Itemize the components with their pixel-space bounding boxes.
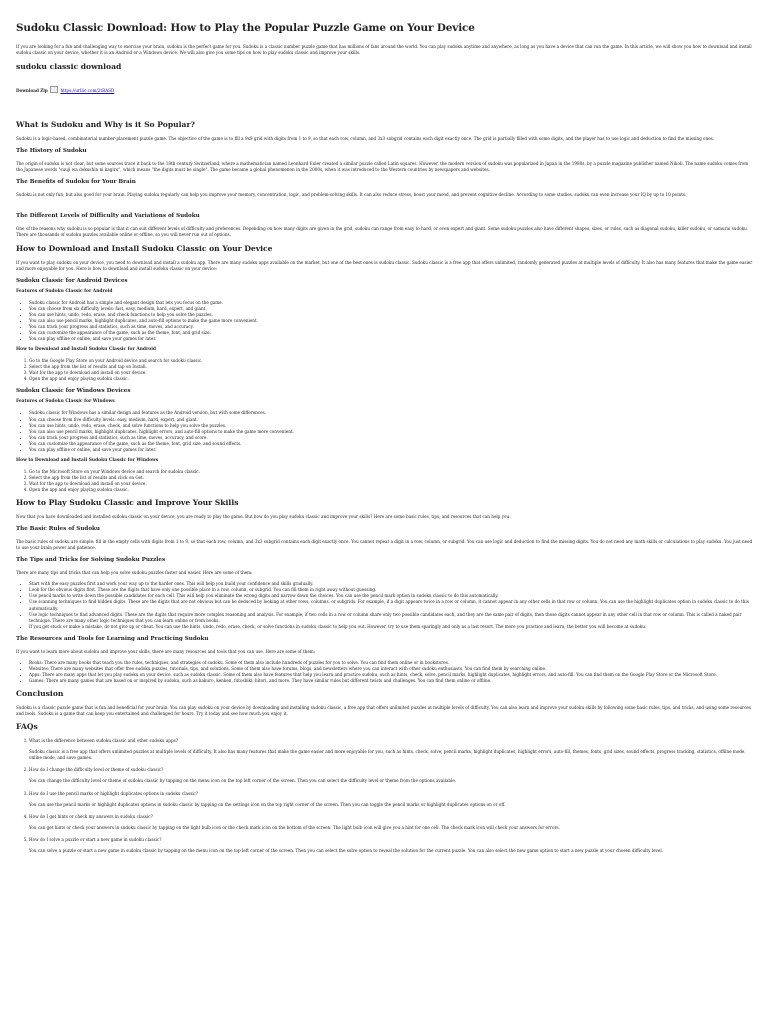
list-item: • Use scanning techniques to find hidden digits. These are the digits that are not obvious but can be deduced by looking at other rows, columns, or subgrids. For example, if a digit appears twice in a row or column, it cannot appear in any other cells in that row or column. You can use the highlight duplicates option in sudoku classic to do this automatically. — [29, 599, 754, 611]
intro-paragraph: If you are looking for a fun and challenging way to exercise your brain, sudoku is the perfect game for you. Sudoku is a classic number puzzle game that has millions of fans around the world. You can play sudoku anytime and anywhere, as long as you have a device that can run the game. In this article, we will show you how to download and install sudoku classic on your device, whether it is an Android or a Windows device. We will also give you some tips on how to play sudoku classic and improve your skills. — [16, 44, 752, 56]
paragraph-resources: If you want to learn more about sudoku and improve your skills, there are many resources and tools that you can use. Here are some of them: — [16, 648, 316, 654]
download-label: Download Zip — [16, 88, 48, 94]
heading-tips: The Tips and Tricks for Solving Sudoku Puzzles — [16, 557, 166, 564]
list-item: 4. Open the app and enjoy playing sudoku classic. — [29, 376, 754, 382]
faq-question: How do I solve a puzzle or start a new game in sudoku classic? — [29, 836, 162, 842]
faq-list — [16, 738, 754, 854]
windows-features-list — [16, 410, 754, 452]
faq-item — [29, 837, 754, 854]
list-item: • You can play offline or online, and save your games for later. — [29, 336, 754, 342]
download-row — [16, 86, 754, 95]
heading-conclusion: Conclusion — [16, 689, 64, 698]
list-item: • Sudoku classic for Android has a simple and elegant design that lets you focus on the game. — [29, 300, 754, 306]
list-item: • You can use hints, undo, redo, erase, and check functions to help you solve the puzzles. — [29, 312, 754, 318]
list-item: • You can also use pencil marks, highlight duplicates, and auto-fill options to make the game more convenient. — [29, 318, 754, 324]
list-item: • You can customize the appearance of the game, such as the theme, font, grid size, and sound effects. — [29, 441, 754, 447]
list-item: • Apps: There are many apps that let you play sudoku on your device, such as sudoku classic. Some of them also have features that help you learn and practice sudoku, such as hints, check, solve, pencil marks, highlight duplicates, highlight errors, and auto-fill. You can find them on the Google Play Store or the Microsoft Store. — [29, 672, 754, 678]
list-item: • Games: There are many games that are based on or inspired by sudoku, such as kakuro, kenken, futoshiki, hitori, and more. They have similar rules but different twists and challenges. You can find them online or offline. — [29, 678, 754, 684]
heading-how-to-play: How to Play Sudoku Classic and Improve Your Skills — [16, 497, 239, 507]
faq-item — [29, 767, 754, 784]
paragraph-what-is-sudoku: Sudoku is a logic-based, combinatorial number-placement puzzle game. The objective of the game is to fill a 9x9 grid with digits from 1 to 9, so that each row, column, and 3x3 subgrid contains each digit exactly once. The grid is partially filled with some digits, and the player has to use logic and deduction to find the missing ones. — [16, 136, 715, 142]
faq-question: How do I change the difficulty level or theme of sudoku classic? — [29, 767, 164, 773]
paragraph-conclusion: Sudoku is a classic puzzle game that is fun and beneficial for your brain. You can play sudoku on your device by downloading and installing sudoku classic, a free app that offers unlimited puzzles at multiple levels of difficulty. You can also learn and improve your sudoku skills by following some basic rules, tips, and tricks, and using some resources and tools. Sudoku is a game that can keep you entertained and challenged for hours. Try it today and see how much you enjoy it. — [16, 705, 752, 717]
list-item: • Use pencil marks to write down the possible candidates for each cell. This will help you eliminate the wrong digits and narrow down the choices. You can use the pencil mark option in sudoku classic to do this automatically. — [29, 593, 754, 599]
faq-item — [29, 791, 754, 808]
list-item: 2. Select the app from the list of results and tap on Install. — [29, 364, 754, 370]
faq-question: What is the difference between sudoku classic and other sudoku apps? — [29, 738, 178, 744]
faq-question: How do I use the pencil marks or highlight duplicates options in sudoku classic? — [29, 790, 199, 796]
paragraph-how-to-play: Now that you have downloaded and installed sudoku classic on your device, you are ready to play the game. But how do you play sudoku classic and improve your skills? Here are some basic rules, tips, and resources that can help you: — [16, 513, 511, 519]
image-placeholder-icon — [50, 86, 58, 93]
faq-answer: You can use the pencil marks or highlight duplicates options in sudoku classic by tapping on the settings icon on the top right corner of the screen. Then you can toggle the pencil marks or highlight duplicates options on or off. — [29, 801, 506, 807]
list-item: • You can choose from six difficulty levels: fast, easy, medium, hard, expert, and giant. — [29, 306, 754, 312]
heading-what-is-sudoku: What is Sudoku and Why is it So Popular? — [16, 120, 195, 130]
list-item: • Look for the obvious digits first. These are the digits that have only one possible place in a row, column, or subgrid. You can fill them in right away without guessing. — [29, 587, 754, 593]
list-item: • You can customize the appearance of the game, such as the theme, font, and grid size. — [29, 330, 754, 336]
faq-item — [29, 738, 754, 761]
resources-list — [16, 660, 754, 684]
heading-windows: Sudoku Classic for Windows Devices — [16, 388, 131, 395]
heading-rules: The Basic Rules of Sudoku — [16, 526, 100, 533]
heading-android-install: How to Download and Install Sudoku Classic for Android — [16, 347, 156, 353]
heading-android: Sudoku Classic for Android Devices — [16, 277, 128, 284]
paragraph-download-install: If you want to play sudoku on your device, you need to download and install a sudoku app. There are many sudoku apps available on the market, but one of the best ones is sudoku classic. Sudoku classic is a free app that offers unlimited, randomly generated puzzles at multiple levels of difficulty. It also has many features that make the game easier and more enjoyable for you. Here is how to download and install sudoku classic on your device: — [16, 259, 753, 271]
paragraph-tips: There are many tips and tricks that can help you solve sudoku puzzles faster and easier. Here are some of them: — [16, 570, 253, 576]
heading-levels: The Different Levels of Difficulty and Variations of Sudoku — [16, 212, 200, 219]
list-item: • You can play offline or online, and save your games for later. — [29, 447, 754, 453]
list-item: • Websites: There are many websites that offer free sudoku puzzles, tutorials, tips, and solutions. Some of them also have forums, blogs, and newsletters where you can interact with other sudoku enthusiasts. You can find them by searching online. — [29, 666, 754, 672]
list-item: 3. Wait for the app to download and install on your device. — [29, 481, 754, 487]
faq-item — [29, 814, 754, 831]
tips-list — [16, 581, 754, 629]
android-features-list — [16, 300, 754, 342]
list-item: • Use logic techniques to find advanced digits. These are the digits that require more complex reasoning and analysis. For example, if two cells in a row or column share only two possible candidates each, and they are the same pair of digits, then those digits cannot appear in any other cell in that row or column. This is called a naked pair technique. There are many other logic techniques that you can learn online or from books. — [29, 612, 754, 624]
list-item: • You can track your progress and statistics, such as time, moves, and accuracy. — [29, 324, 754, 330]
list-item: 3. Wait for the app to download and install on your device. — [29, 370, 754, 376]
faq-answer: You can solve a puzzle or start a new game in sudoku classic by tapping on the menu icon on the top left corner of the screen. Then you can select the solve option to reveal the solution for the current puzzle. You can also select the new game option to start a new puzzle at your chosen difficulty level. — [29, 847, 663, 853]
list-item: 1. Go to the Google Play Store on your Android device and search for sudoku classic. — [29, 358, 754, 364]
list-item: • Books: There are many books that teach you the rules, techniques, and strategies of sudoku. Some of them also include hundreds of puzzles for you to solve. You can find them online or in bookstores. — [29, 660, 754, 666]
faq-answer: Sudoku classic is a free app that offers unlimited puzzles at multiple levels of difficulty. It also has many features that make the game easier and more enjoyable for you, such as hints, check, solve, pencil marks, highlight duplicates, highlight errors, auto-fill, themes, fonts, grid sizes, sound effects, progress tracking, statistics, offline mode, online mode, and save games. — [29, 749, 746, 761]
android-steps-list — [16, 358, 754, 382]
list-item: • You can choose from five difficulty levels: easy, medium, hard, expert, and giant. — [29, 417, 754, 423]
list-item: • You can track your progress and statistics, such as time, moves, accuracy, and score. — [29, 435, 754, 441]
list-item: • You can also use pencil marks, highlight duplicates, highlight errors, and auto-fill options to make the game more convenient. — [29, 429, 754, 435]
download-link[interactable]: https://urllic.com/2tBASD — [60, 88, 115, 94]
paragraph-benefits: Sudoku is not only fun, but also good for your brain. Playing sudoku regularly can help you improve your memory, concentration, logic, and problem-solving skills. It can also reduce stress, boost your mood, and prevent cognitive decline. According to some studies, sudoku can even increase your IQ by up to 10 points. — [16, 192, 687, 198]
paragraph-rules: The basic rules of sudoku are simple: fill in the empty cells with digits from 1 to 9, so that each row, column, and 3x3 subgrid contains each digit exactly once. You cannot repeat a digit in a row, column, or subgrid. You can use logic and deduction to find the missing digits. You do not need any math skills or calculations to play sudoku. You just need to use your brain power and patience. — [16, 539, 753, 551]
windows-steps-list — [16, 469, 754, 493]
list-item: • You can use hints, undo, redo, erase, check, and solve functions to help you solve the puzzles. — [29, 423, 754, 429]
list-item: • Sudoku classic for Windows has a similar design and features as the Android version, but with some differences. — [29, 410, 754, 416]
list-item: • Start with the easy puzzles first and work your way up to the harder ones. This will help you build your confidence and skills gradually. — [29, 581, 754, 587]
list-item: 1. Go to the Microsoft Store on your Windows device and search for sudoku classic. — [29, 469, 754, 475]
paragraph-history: The origin of sudoku is not clear, but some sources trace it back to the 18th century Switzerland, where a mathematician named Leonhard Euler created a similar puzzle called Latin squares. However, the modern version of sudoku was popularized in Japan in the 1980s, by a puzzle magazine publisher named Nikoli. The name sudoku comes from the Japanese words "suuji wa dokushin ni kagiru", which means "the digits must be single". The game became a global phenomenon in the 2000s, when it was introduced to the Western countries by newspapers and websites. — [16, 161, 749, 173]
subtitle: sudoku classic download — [16, 62, 122, 72]
faq-question: How do I get hints or check my answers in sudoku classic? — [29, 813, 153, 819]
faq-answer: You can change the difficulty level or theme of sudoku classic by tapping on the menu icon on the top left corner of the screen. Then you can select the difficulty level or theme from the options available. — [29, 778, 457, 784]
list-item: • If you get stuck or make a mistake, do not give up or cheat. You can use the hints, undo, redo, erase, check, or solve functions in sudoku classic to help you out. However, try to use them sparingly and only as a last resort. The more you practice and learn, the better you will become at sudoku. — [29, 624, 754, 630]
heading-download-install: How to Download and Install Sudoku Classic on Your Device — [16, 243, 273, 253]
list-item: 2. Select the app from the list of results and click on Get. — [29, 475, 754, 481]
heading-windows-install: How to Download and Install Sudoku Classic for Windows — [16, 457, 159, 463]
heading-benefits: The Benefits of Sudoku for Your Brain — [16, 179, 136, 186]
faq-answer: You can get hints or check your answers in sudoku classic by tapping on the light bulb icon or the check mark icon on the bottom of the screen. The light bulb icon will give you a hint for one cell. The check mark icon will check your answers for errors. — [29, 824, 560, 830]
heading-faqs: FAQs — [16, 722, 38, 732]
heading-android-features: Features of Sudoku Classic for Android — [16, 288, 113, 294]
heading-history: The History of Sudoku — [16, 148, 87, 155]
paragraph-levels: One of the reasons why sudoku is so popular is that it can suit different levels of difficulty and preferences. Depending on how many digits are given in the grid, sudoku can range from easy to hard, or even expert and giant. Some sudoku puzzles also have different shapes, sizes, or rules, such as diagonal sudoku, killer sudoku, or samurai sudoku. There are thousands of sudoku puzzles available online or offline, so you will never run out of options. — [16, 225, 749, 237]
heading-resources: The Resources and Tools for Learning and Practicing Sudoku — [16, 635, 209, 642]
list-item: 4. Open the app and enjoy playing sudoku classic. — [29, 487, 754, 493]
page-title: Sudoku Classic Download: How to Play the Popular Puzzle Game on Your Device — [16, 22, 475, 34]
heading-windows-features: Features of Sudoku Classic for Windows — [16, 399, 115, 405]
